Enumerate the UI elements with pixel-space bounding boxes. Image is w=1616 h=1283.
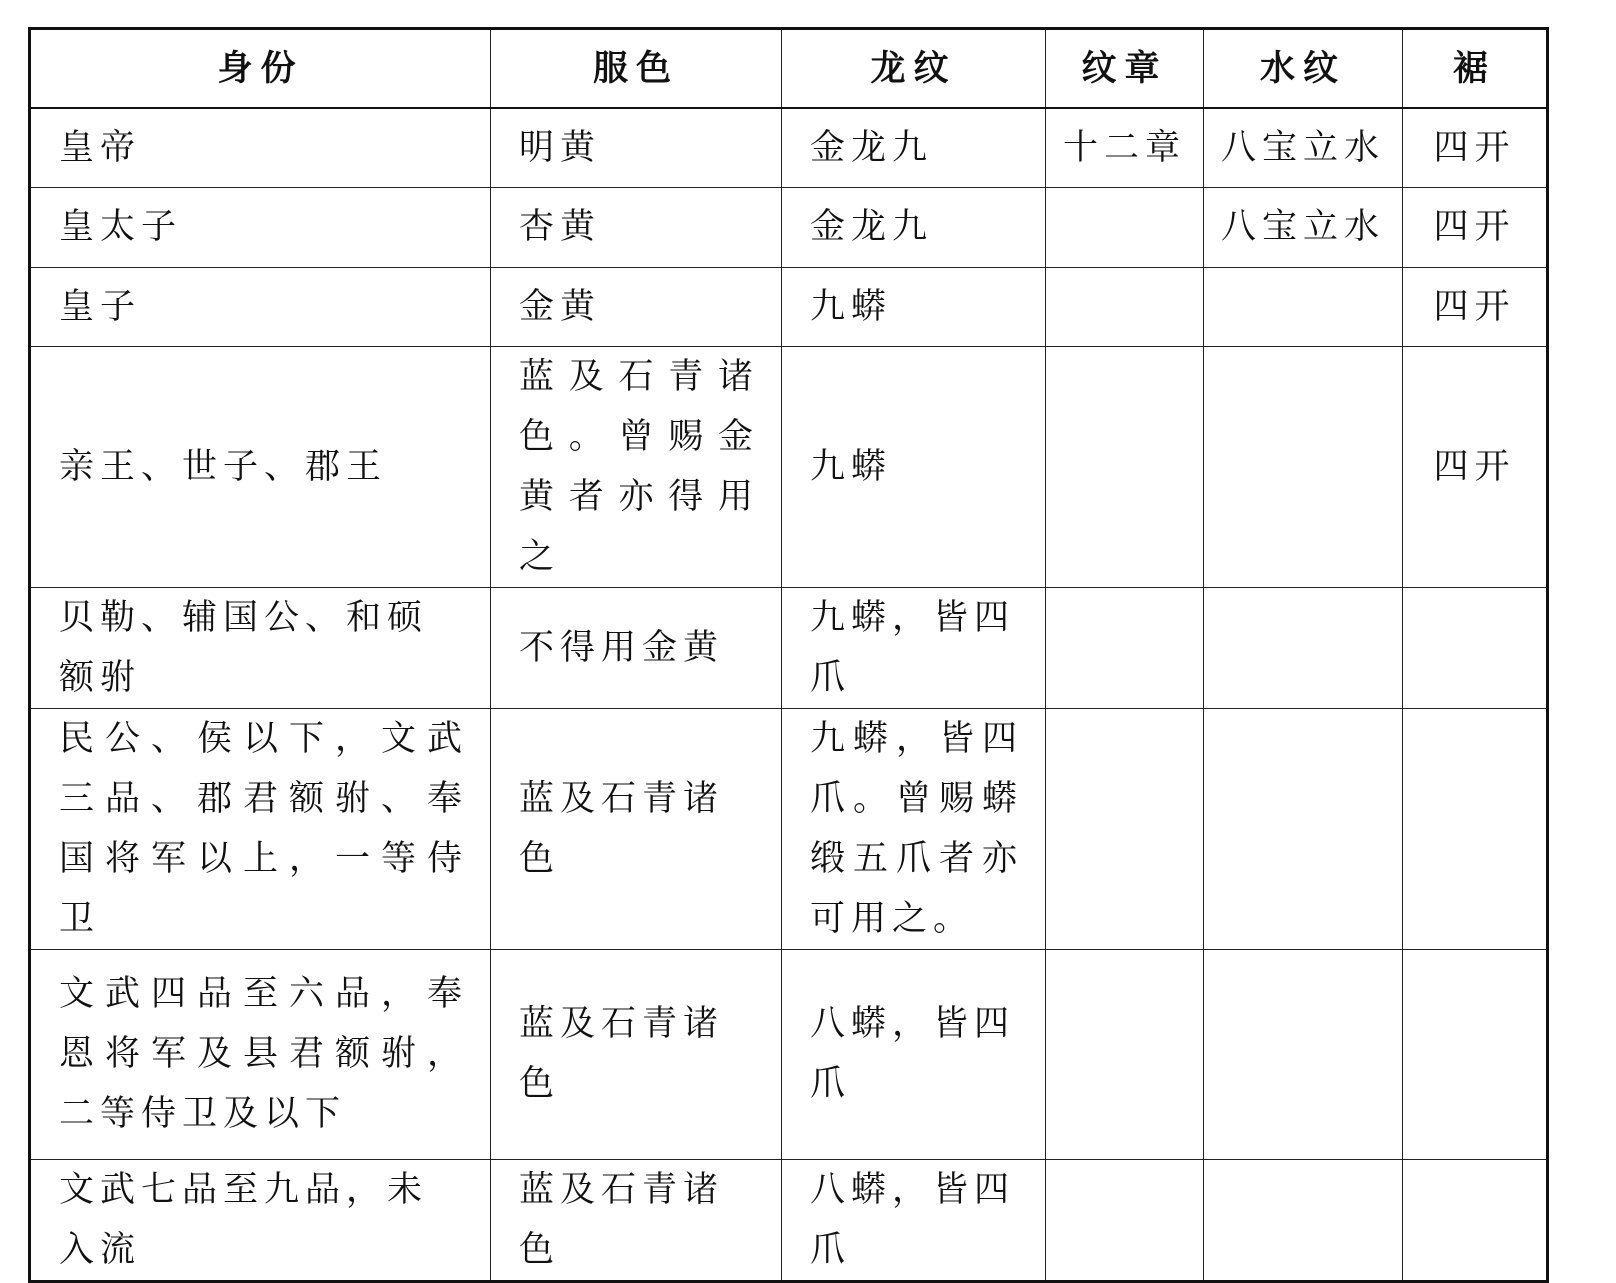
cell-water xyxy=(1204,346,1403,587)
cell-color: 蓝及石青诸色 xyxy=(491,949,782,1159)
cell-dragon: 九蟒 xyxy=(782,267,1046,346)
cell-dragon: 九蟒，皆四爪 xyxy=(782,587,1046,708)
cell-color: 蓝及石青诸色。曾赐金黄者亦得用之 xyxy=(491,346,782,587)
table-row xyxy=(30,267,1548,346)
robe-rank-table xyxy=(28,27,1549,1283)
header-dragon: 龙纹 xyxy=(782,29,1046,109)
cell-water xyxy=(1204,1159,1403,1281)
cell-identity: 文武七品至九品，未入流 xyxy=(30,1159,491,1281)
cell-emblem xyxy=(1046,346,1204,587)
header-color: 服色 xyxy=(491,29,782,109)
robe-rank-table-container xyxy=(28,27,1549,1283)
cell-dragon: 金龙九 xyxy=(782,108,1046,187)
cell-emblem xyxy=(1046,187,1204,267)
cell-dragon: 八蟒，皆四爪 xyxy=(782,949,1046,1159)
cell-water xyxy=(1204,949,1403,1159)
cell-color: 杏黄 xyxy=(491,187,782,267)
cell-color: 明黄 xyxy=(491,108,782,187)
header-hem: 裾 xyxy=(1403,29,1548,109)
cell-water xyxy=(1204,267,1403,346)
cell-color: 金黄 xyxy=(491,267,782,346)
cell-emblem: 十二章 xyxy=(1046,108,1204,187)
header-emblem: 纹章 xyxy=(1046,29,1204,109)
header-identity: 身份 xyxy=(30,29,491,109)
cell-dragon: 九蟒 xyxy=(782,346,1046,587)
cell-identity: 皇帝 xyxy=(30,108,491,187)
header-water: 水纹 xyxy=(1204,29,1403,109)
cell-emblem xyxy=(1046,1159,1204,1281)
table-row xyxy=(30,949,1548,1159)
cell-dragon: 金龙九 xyxy=(782,187,1046,267)
cell-color: 蓝及石青诸色 xyxy=(491,708,782,949)
header-row xyxy=(30,29,1548,109)
cell-water: 八宝立水 xyxy=(1204,187,1403,267)
cell-dragon: 九蟒，皆四爪。曾赐蟒缎五爪者亦可用之。 xyxy=(782,708,1046,949)
table-row xyxy=(30,108,1548,187)
cell-identity: 文武四品至六品，奉恩将军及县君额驸，二等侍卫及以下 xyxy=(30,949,491,1159)
cell-emblem xyxy=(1046,267,1204,346)
cell-identity: 亲王、世子、郡王 xyxy=(30,346,491,587)
cell-water xyxy=(1204,708,1403,949)
cell-hem: 四开 xyxy=(1403,187,1548,267)
cell-hem xyxy=(1403,708,1548,949)
cell-hem xyxy=(1403,1159,1548,1281)
cell-water: 八宝立水 xyxy=(1204,108,1403,187)
cell-hem xyxy=(1403,949,1548,1159)
table-row xyxy=(30,1159,1548,1281)
cell-hem: 四开 xyxy=(1403,267,1548,346)
cell-color: 不得用金黄 xyxy=(491,587,782,708)
table-row xyxy=(30,708,1548,949)
cell-identity: 贝勒、辅国公、和硕额驸 xyxy=(30,587,491,708)
table-row xyxy=(30,187,1548,267)
table-row xyxy=(30,346,1548,587)
cell-dragon: 八蟒，皆四爪 xyxy=(782,1159,1046,1281)
cell-identity: 皇子 xyxy=(30,267,491,346)
cell-emblem xyxy=(1046,949,1204,1159)
table-row xyxy=(30,587,1548,708)
cell-water xyxy=(1204,587,1403,708)
cell-color: 蓝及石青诸色 xyxy=(491,1159,782,1281)
cell-identity: 皇太子 xyxy=(30,187,491,267)
cell-hem xyxy=(1403,587,1548,708)
cell-hem: 四开 xyxy=(1403,108,1548,187)
cell-identity: 民公、侯以下，文武三品、郡君额驸、奉国将军以上，一等侍卫 xyxy=(30,708,491,949)
cell-emblem xyxy=(1046,587,1204,708)
cell-emblem xyxy=(1046,708,1204,949)
cell-hem: 四开 xyxy=(1403,346,1548,587)
